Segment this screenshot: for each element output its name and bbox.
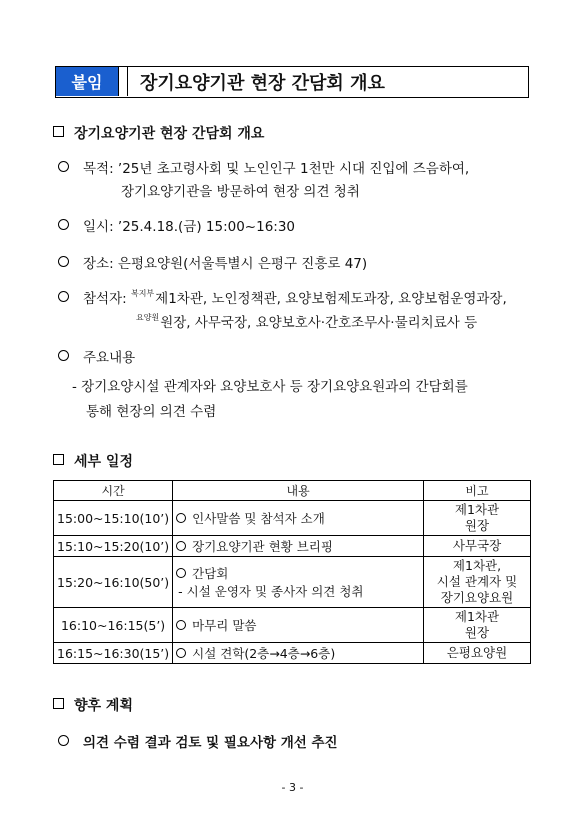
content-subtext: - 시설 운영자 및 종사자 의견 청취 (178, 584, 364, 599)
circle-bullet-icon (58, 219, 69, 230)
section-schedule-heading (53, 451, 133, 471)
note-line: 제1차관, (452, 558, 502, 573)
purpose-line-2: 장기요양기관을 방문하여 현장 의견 청취 (121, 184, 360, 200)
content-cell (173, 501, 424, 536)
table-row (54, 536, 531, 557)
place-text: 장소: 은평요양원(서울특별시 은평구 진흥로 47) (83, 256, 368, 272)
content-cell (173, 557, 424, 608)
purpose-line-1 (58, 157, 469, 177)
note-line: 원장 (464, 625, 490, 640)
square-bullet-icon (53, 698, 64, 709)
note-line: 제1차관 (454, 502, 500, 517)
content-line-2: 통해 현장의 의견 수렴 (86, 404, 217, 420)
attendees-facility-tag: 요양원 (136, 313, 160, 322)
square-bullet-icon (53, 454, 64, 465)
note-line: 원장 (464, 518, 490, 533)
attendees-line-2 (136, 311, 477, 331)
table-row (54, 557, 531, 608)
note-line: 장기요양요원 (440, 590, 514, 605)
section-schedule-title: 세부 일정 (74, 454, 133, 470)
table-row (54, 643, 531, 664)
section-overview-heading (53, 123, 264, 143)
datetime-text: 일시: ’25.4.18.(금) 15:00~16:30 (83, 219, 296, 235)
time-cell: 15:20~16:10(50’) (54, 557, 173, 608)
plan-item (58, 731, 338, 751)
datetime-line (58, 215, 295, 235)
circle-bullet-icon (176, 648, 186, 658)
section-overview-title: 장기요양기관 현장 간담회 개요 (74, 126, 265, 142)
attendees-line-1 (58, 287, 507, 307)
content-cell (173, 536, 424, 557)
note-cell (424, 557, 531, 608)
page-title: 장기요양기관 현장 간담회 개요 (140, 72, 385, 94)
square-bullet-icon (53, 126, 64, 137)
content-title: 주요내용 (83, 350, 136, 366)
content-cell (173, 643, 424, 664)
circle-bullet-icon (176, 568, 186, 578)
content-text: 마무리 말씀 (192, 618, 257, 633)
content-text: 간담회 (192, 566, 229, 581)
time-cell: 15:00~15:10(10’) (54, 501, 173, 536)
attachment-badge: 붙임 (56, 67, 118, 96)
table-row (54, 608, 531, 643)
circle-bullet-icon (58, 291, 69, 302)
note-line: 시설 관계자 및 (436, 574, 518, 589)
circle-bullet-icon (176, 513, 186, 523)
time-cell: 16:15~16:30(15’) (54, 643, 173, 664)
col-header-content: 내용 (173, 481, 424, 501)
note-line: 제1차관 (454, 609, 500, 624)
circle-bullet-icon (58, 350, 69, 361)
place-line (58, 252, 367, 272)
circle-bullet-icon (58, 256, 69, 267)
content-text: 장기요양기관 현황 브리핑 (192, 539, 333, 554)
attendees-ministry-tag: 복지부 (130, 289, 155, 298)
header-separator (118, 67, 128, 96)
note-cell (424, 608, 531, 643)
schedule-table (53, 480, 531, 664)
table-row (54, 501, 531, 536)
attendees-facility-text: 원장, 사무국장, 요양보호사·간호조무사·물리치료사 등 (160, 315, 478, 331)
col-header-note: 비고 (424, 481, 531, 501)
content-text: 인사말씀 및 참석자 소개 (192, 511, 325, 526)
content-heading (58, 346, 135, 366)
page-number: - 3 - (281, 781, 304, 794)
circle-bullet-icon (176, 620, 186, 630)
circle-bullet-icon (58, 735, 69, 746)
col-header-time: 시간 (54, 481, 173, 501)
content-text: 시설 견학(2층→4층→6층) (192, 646, 336, 661)
attendees-label: 참석자: (83, 291, 131, 307)
table-header-row (54, 481, 531, 501)
plan-item-text: 의견 수렴 결과 검토 및 필요사항 개선 추진 (83, 735, 338, 751)
note-cell: 사무국장 (424, 536, 531, 557)
circle-bullet-icon (176, 541, 186, 551)
note-cell (424, 501, 531, 536)
attendees-ministry-text: 제1차관, 노인정책관, 요양보험제도과장, 요양보험운영과장, (155, 291, 507, 307)
circle-bullet-icon (58, 161, 69, 172)
header-box (55, 66, 529, 98)
content-cell (173, 608, 424, 643)
note-cell: 은평요양원 (424, 643, 531, 664)
purpose-text: 목적: ’25년 초고령사회 및 노인인구 1천만 시대 진입에 즈음하여, (83, 161, 470, 177)
time-cell: 16:10~16:15(5’) (54, 608, 173, 643)
time-cell: 15:10~15:20(10’) (54, 536, 173, 557)
section-plan-title: 향후 계획 (74, 698, 133, 714)
content-line-1: - 장기요양시설 관계자와 요양보호사 등 장기요양요원과의 간담회를 (72, 379, 468, 395)
section-plan-heading (53, 695, 133, 715)
